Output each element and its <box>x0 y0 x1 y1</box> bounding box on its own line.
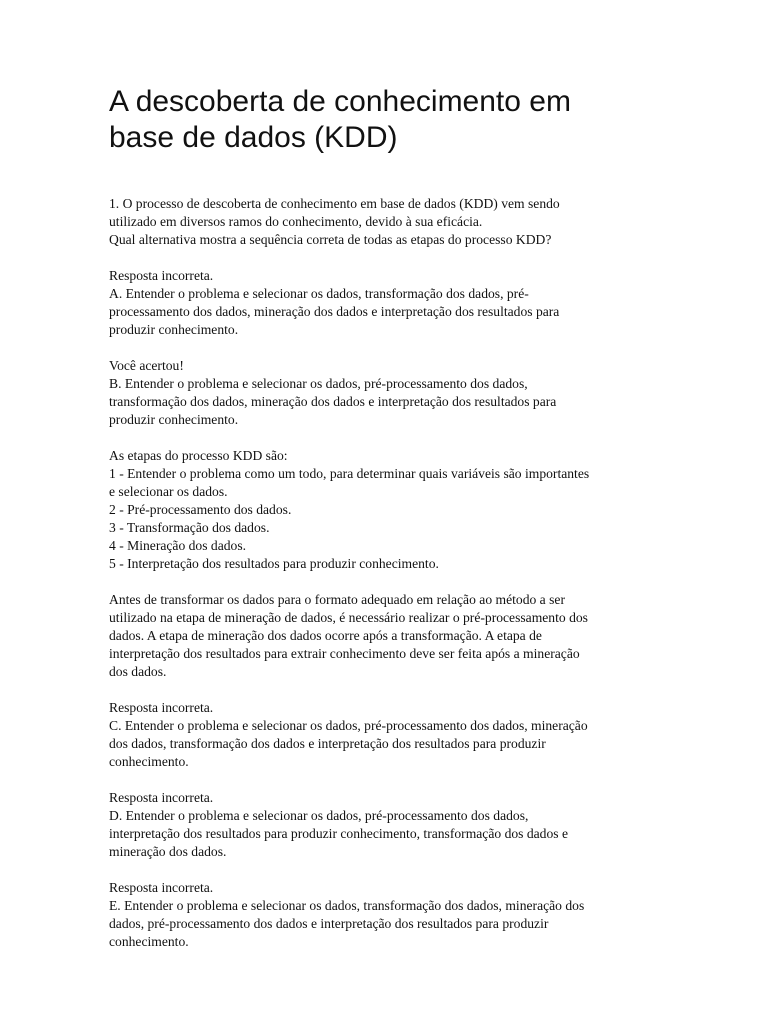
answer-status: Resposta incorreta. <box>109 268 214 283</box>
answer-d <box>109 789 669 861</box>
text-line: As etapas do processo KDD são: <box>109 448 288 463</box>
text-line: Antes de transformar os dados para o formato adequado em relação ao método a ser <box>109 592 565 607</box>
text-line: utilizado em diversos ramos do conhecimento, devido à sua eficácia. <box>109 214 483 229</box>
text-line: 3 - Transformação dos dados. <box>109 520 270 535</box>
answer-c <box>109 699 669 771</box>
answer-status: Resposta incorreta. <box>109 790 214 805</box>
text-line: utilizado na etapa de mineração de dados, é necessário realizar o pré-processamento dos <box>109 610 588 625</box>
text-line: mineração dos dados. <box>109 844 227 859</box>
text-line: C. Entender o problema e selecionar os dados, pré-processamento dos dados, mineração <box>109 718 588 733</box>
title-line: base de dados (KDD) <box>109 121 398 154</box>
answer-a <box>109 267 669 339</box>
text-line: 1. O processo de descoberta de conhecimento em base de dados (KDD) vem sendo <box>109 196 560 211</box>
text-line: interpretação dos resultados para extrair conhecimento deve ser feita após a mineração <box>109 646 580 661</box>
explanation-paragraph <box>109 591 669 681</box>
text-line: interpretação dos resultados para produzir conhecimento, transformação dos dados e <box>109 826 568 841</box>
answer-status: Você acertou! <box>109 358 184 373</box>
text-line: e selecionar os dados. <box>109 484 228 499</box>
text-line: transformação dos dados, mineração dos dados e interpretação dos resultados para <box>109 394 557 409</box>
text-line: produzir conhecimento. <box>109 412 239 427</box>
text-line: 1 - Entender o problema como um todo, para determinar quais variáveis são importantes <box>109 466 590 481</box>
text-line: E. Entender o problema e selecionar os dados, transformação dos dados, mineração dos <box>109 898 585 913</box>
text-line: 2 - Pré-processamento dos dados. <box>109 502 292 517</box>
document-title <box>109 84 669 156</box>
text-line: produzir conhecimento. <box>109 322 239 337</box>
text-line: B. Entender o problema e selecionar os dados, pré-processamento dos dados, <box>109 376 528 391</box>
text-line: 4 - Mineração dos dados. <box>109 538 247 553</box>
question-paragraph <box>109 195 669 249</box>
answer-e <box>109 879 669 951</box>
text-line: dos dados. <box>109 664 167 679</box>
text-line: conhecimento. <box>109 754 189 769</box>
text-line: A. Entender o problema e selecionar os dados, transformação dos dados, pré- <box>109 286 529 301</box>
title-line: A descoberta de conhecimento em <box>109 85 571 118</box>
answer-status: Resposta incorreta. <box>109 700 214 715</box>
document-page <box>109 84 669 969</box>
text-line: dos dados, transformação dos dados e interpretação dos resultados para produzir <box>109 736 546 751</box>
text-line: Qual alternativa mostra a sequência correta de todas as etapas do processo KDD? <box>109 232 552 247</box>
kdd-steps-explanation <box>109 447 669 573</box>
text-line: dados. A etapa de mineração dos dados ocorre após a transformação. A etapa de <box>109 628 542 643</box>
text-line: D. Entender o problema e selecionar os dados, pré-processamento dos dados, <box>109 808 529 823</box>
answer-b <box>109 357 669 429</box>
text-line: dados, pré-processamento dos dados e interpretação dos resultados para produzir <box>109 916 549 931</box>
text-line: processamento dos dados, mineração dos dados e interpretação dos resultados para <box>109 304 560 319</box>
text-line: 5 - Interpretação dos resultados para produzir conhecimento. <box>109 556 439 571</box>
text-line: conhecimento. <box>109 934 189 949</box>
answer-status: Resposta incorreta. <box>109 880 214 895</box>
